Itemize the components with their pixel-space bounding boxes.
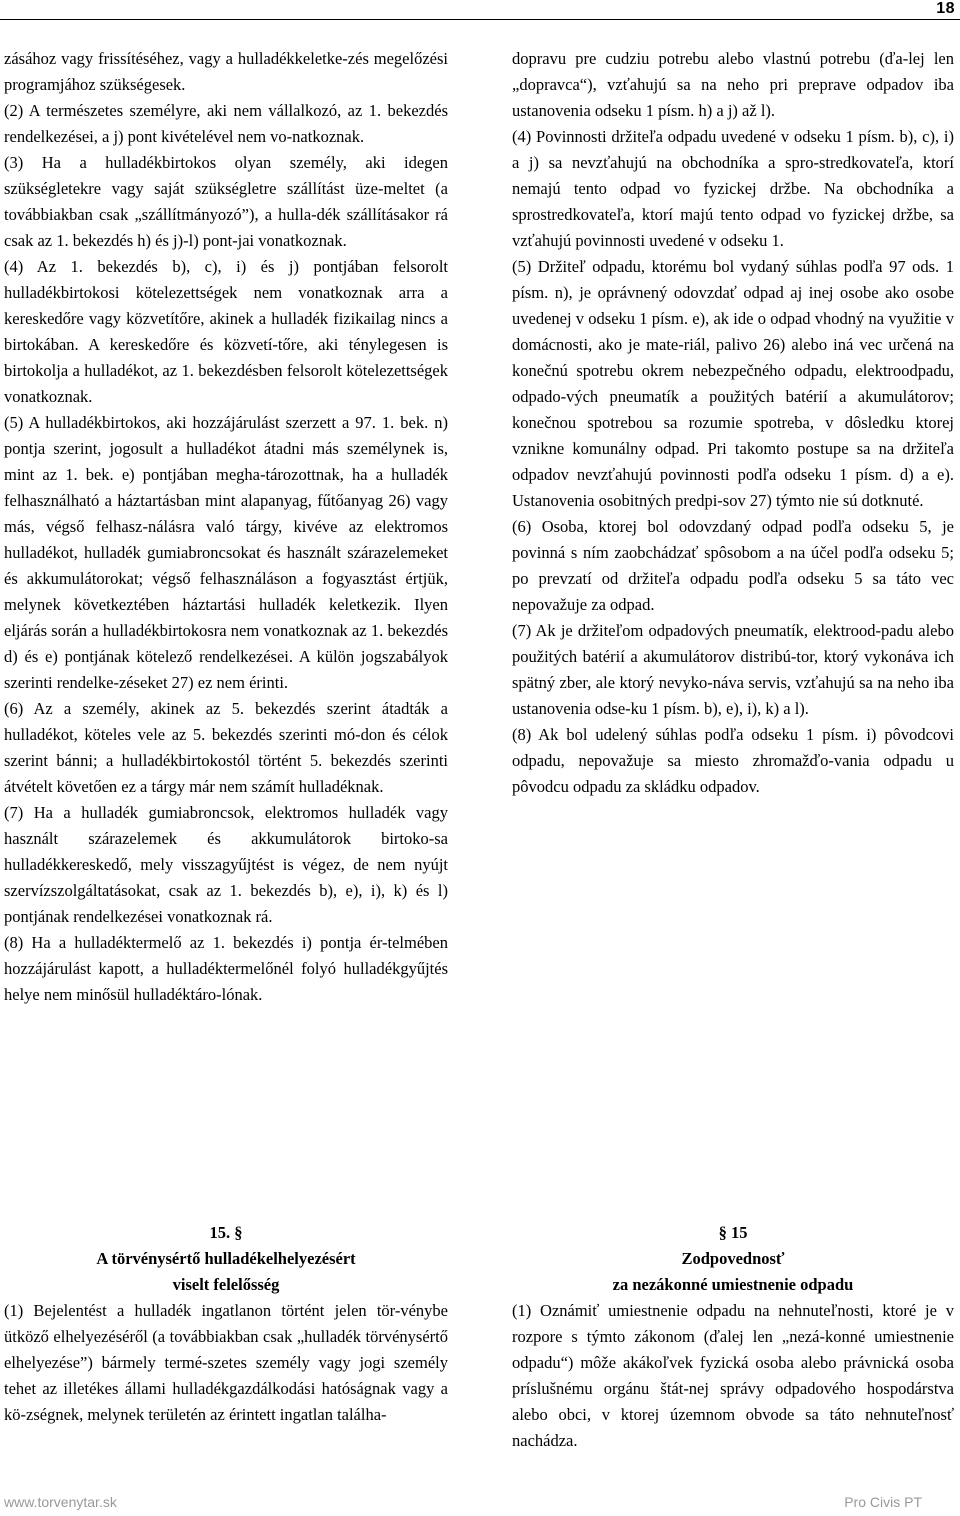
slovak-column-top	[512, 46, 954, 800]
sk-paragraph-1: dopravu pre cudziu potrebu alebo vlastnú potrebu (ďa-lej len „dopravca“), vzťahujú sa na neho pri preprave odpadov iba ustanovenia odseku 1 písm. h) a j) až l).	[512, 49, 954, 120]
slovak-section-15	[512, 1220, 954, 1454]
hu-section-title-line2: viselt felelősség	[172, 1275, 280, 1294]
sk-section-title-line1: Zodpovednosť	[681, 1249, 785, 1268]
hungarian-section-15	[4, 1220, 448, 1428]
sk-section-number: § 15	[718, 1223, 748, 1242]
sk-paragraph-4: (6) Osoba, ktorej bol odovzdaný odpad podľa odseku 5, je povinná s ním zaobchádzať spôsobom a na účel podľa odseku 5; po prevzatí od držiteľa odpadu podľa odseku 5 sa táto vec nepovažuje za odpad.	[512, 517, 954, 614]
sk-section-body: (1) Oznámiť umiestnenie odpadu na nehnuteľnosti, ktoré je v rozpore s týmto zákonom (ďalej len „nezá-konné umiestnenie odpadu“) môže akákoľvek fyzická osoba alebo právnická osoba príslušnému orgánu štát-nej správy odpadového hospodárstva alebo obci, v ktorej územnom obvode sa táto nehnuteľnosť nachádza.	[512, 1301, 954, 1450]
hu-section-body: (1) Bejelentést a hulladék ingatlanon történt jelen tör-vénybe ütköző elhelyezéséről (a továbbiakban csak „hulladék törvénysértő elhelyezése”) bármely termé-szetes személy vagy jogi személy tehet az illetékes állami hulladékgazdálkodási hatóságnak vagy a kö-zségnek, melynek területén az érintett ingatlan találha-	[4, 1301, 448, 1424]
footer-website: www.torvenytar.sk	[4, 1494, 117, 1510]
sk-paragraph-2: (4) Povinnosti držiteľa odpadu uvedené v odseku 1 písm. b), c), i) a j) sa nevzťahujú na obchodníka a spro-stredkovateľa, ktorí nemajú tento odpad vo fyzickej držbe. Na obchodníka a sprostredkovateľa, ktorí majú tento odpad vo fyzickej držbe, sa vzťahujú povinnosti uvedené v odseku 1.	[512, 127, 954, 250]
hu-paragraph-6: (6) Az a személy, akinek az 5. bekezdés szerint átadták a hulladékot, köteles vele az 5. bekezdés szerinti mó-don és célok szerint bánni; a hulladékbirtokostól történt 5. bekezdés szerinti átvételt követően ez a tárgy már nem számít hulladéknak.	[4, 699, 448, 796]
hu-paragraph-5: (5) A hulladékbirtokos, aki hozzájárulást szerzett a 97. 1. bek. n) pontja szerint, jogosult a hulladékot átadni más személynek is, mint az 1. bek. e) pontjában megha-tározottnak, ha a hulladék felhasználható a háztartásban mint alapanyag, fűtőanyag 26) vagy más, végső felhasz-nálásra való tárgy, kivéve az elektromos hulladékot, hulladék gumiabroncsokat és használt szárazelemeket és akkumulátorokat; végső felhasználáson a fogyasztást értjük, melynek következtében háztartási hulladék keletkezik. Ilyen eljárás során a hulladékbirtokosra nem vonatkoznak az 1. bekezdés d) és e) pontjának kötelező rendelkezései. A külön jogszabályok szerinti rendelke-zéseket 27) ez nem érinti.	[4, 413, 448, 692]
hu-section-title-line1: A törvénysértő hulladékelhelyezésért	[96, 1249, 356, 1268]
sk-paragraph-3: (5) Držiteľ odpadu, ktorému bol vydaný súhlas podľa 97 ods. 1 písm. n), je oprávnený odovzdať odpad aj inej osobe ako osobe uvedenej v odseku 1 písm. e), ak ide o odpad vhodný na využitie v domácnosti, ako je mate-riál, palivo 26) alebo iná vec určená na konečnú spotrebu okrem nebezpečného odpadu, elektroodpadu, odpado-vých pneumatík a použitých batérií a akumulátorov; konečnou spotrebou sa rozumie spotreba, v dôsledku ktorej vznikne komunálny odpad. Pri takomto postupe sa na držiteľa odpadov nevzťahujú povinnosti podľa odseku 1 písm. d) a e). Ustanovenia osobitných predpi-sov 27) týmto nie sú dotknuté.	[512, 257, 954, 510]
hungarian-column-top	[4, 46, 448, 1008]
sk-section-title-line2: za nezákonné umiestnenie odpadu	[612, 1275, 854, 1294]
hu-paragraph-7: (7) Ha a hulladék gumiabroncsok, elektromos hulladék vagy használt szárazelemek és akkumulátorok birtoko-sa hulladékkereskedő, mely visszagyűjtést is végez, de nem nyújt szervízszolgáltatásokat, csak az 1. bekezdés b), e), i), k) és l) pontjának rendelkezései vonatkoznak rá.	[4, 803, 448, 926]
hu-paragraph-4: (4) Az 1. bekezdés b), c), i) és j) pontjában felsorolt hulladékbirtokosi kötelezettségek nem vonatkoznak arra a kereskedőre vagy közvetítőre, akinek a hulladék fizikailag nincs a birtokában. A kereskedőre és közvetí-tőre, aki ténylegesen is birtokolja a hulladékot, az 1. bekezdésben felsorolt kötelezettségek vonatkoznak.	[4, 257, 448, 406]
sk-paragraph-5: (7) Ak je držiteľom odpadových pneumatík, elektrood-padu alebo použitých batérií a akumulátorov distribú-tor, ktorý vykonáva ich spätný zber, ale ktorý nevyko-náva servis, vzťahujú sa na neho iba ustanovenia odse-ku 1 písm. b), e), i), k) a l).	[512, 621, 954, 718]
page-number: 18	[936, 0, 955, 17]
hu-paragraph-8: (8) Ha a hulladéktermelő az 1. bekezdés i) pontja ér-telmében hozzájárulást kapott, a hulladéktermelőnél folyó hulladékgyűjtés helye nem minősül hulladéktáro-lónak.	[4, 933, 448, 1004]
footer-publisher: Pro Civis PT	[844, 1494, 922, 1510]
hu-section-number: 15. §	[209, 1223, 243, 1242]
hu-paragraph-1: zásához vagy frissítéséhez, vagy a hulladékkeletke-zés megelőzési programjához szükségesek.	[4, 49, 448, 94]
hu-paragraph-2: (2) A természetes személyre, aki nem vállalkozó, az 1. bekezdés rendelkezései, a j) pont kivételével nem vo-natkoznak.	[4, 101, 448, 146]
sk-paragraph-6: (8) Ak bol udelený súhlas podľa odseku 1 písm. i) pôvodcovi odpadu, nepovažuje sa miesto zhromažďo-vania odpadu u pôvodcu odpadu za skládku odpadov.	[512, 725, 954, 796]
hu-paragraph-3: (3) Ha a hulladékbirtokos olyan személy, aki idegen szükségletekre vagy saját szükségletre szállítást üze-meltet (a továbbiakban csak „szállítmányozó”), a hulla-dék szállításakor rá csak az 1. bekezdés h) és j)-l) pont-jai vonatkoznak.	[4, 153, 448, 250]
header-rule	[0, 19, 960, 20]
